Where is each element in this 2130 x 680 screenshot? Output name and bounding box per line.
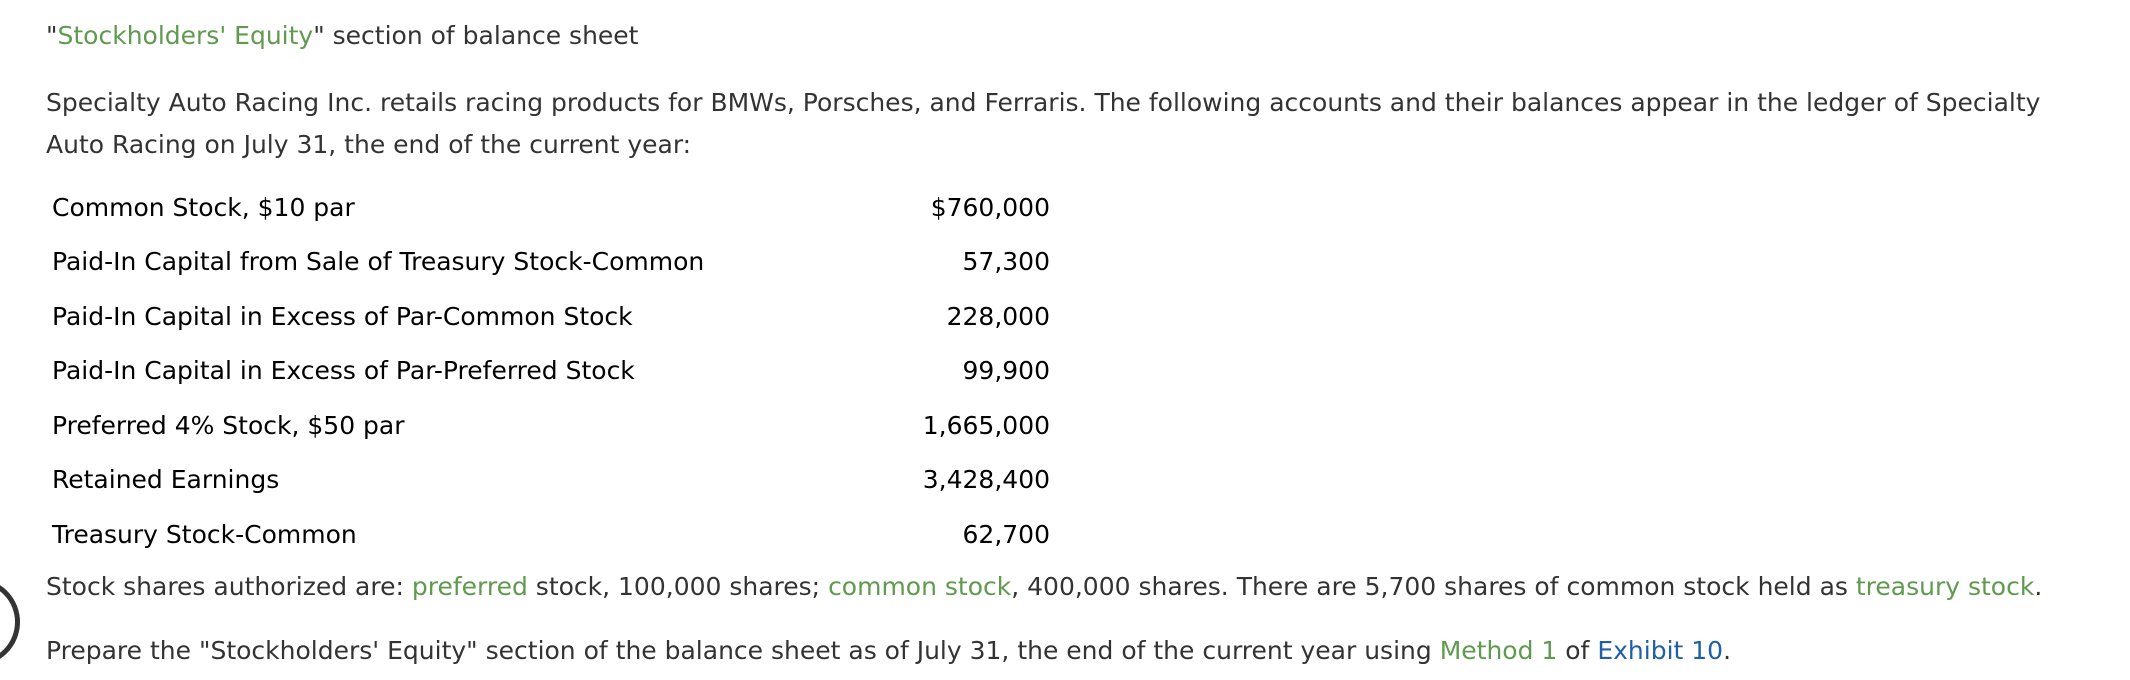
shares-text: , 400,000 shares. There are 5,700 shares of common stock held as [1011,572,1856,601]
table-row [46,507,1056,562]
common-stock-term-link[interactable]: common stock [828,572,1012,601]
account-name: Paid-In Capital from Sale of Treasury Stock-Common [52,247,705,277]
account-name: Retained Earnings [52,465,280,495]
account-name: Preferred 4% Stock, $50 par [52,410,405,440]
account-name: Common Stock, $10 par [52,192,355,222]
shares-authorized-paragraph [46,569,2042,605]
instruction-paragraph [46,633,1731,669]
account-amount: 57,300 [962,247,1050,277]
ledger-accounts-table [46,180,1056,562]
exhibit-10-link[interactable]: Exhibit 10 [1597,636,1724,665]
method-1-term-link[interactable]: Method 1 [1439,636,1558,665]
table-row [46,235,1056,290]
table-row [46,180,1056,235]
account-amount: 99,900 [962,356,1050,386]
shares-text: . [2034,572,2043,601]
preferred-term-link[interactable]: preferred [411,572,528,601]
table-row [46,453,1056,508]
shares-text: Stock shares authorized are: [46,572,412,601]
circle-indicator-icon [0,578,20,666]
account-name: Treasury Stock-Common [52,519,357,549]
instruction-text: . [1723,636,1732,665]
instruction-text: Prepare the "Stockholders' Equity" section of the balance sheet as of July 31, the end of the current year using [46,636,1440,665]
table-row [46,398,1056,453]
intro-paragraph: Specialty Auto Racing Inc. retails racing products for BMWs, Porsches, and Ferraris. The following accounts and their balances appear in the ledger of Specialty Auto Racing on July 31, the end of the current year: [46,88,2041,159]
heading-quote-open: " [46,21,58,50]
account-name: Paid-In Capital in Excess of Par-Preferred Stock [52,356,635,386]
account-amount: 228,000 [946,301,1050,331]
heading-rest: " section of balance sheet [313,21,639,50]
account-amount: 1,665,000 [922,410,1050,440]
section-heading [46,18,638,54]
shares-text: stock, 100,000 shares; [527,572,829,601]
account-amount: $760,000 [930,192,1050,222]
table-row [46,344,1056,399]
instruction-text: of [1557,636,1598,665]
account-name: Paid-In Capital in Excess of Par-Common Stock [52,301,633,331]
account-amount: 3,428,400 [922,465,1050,495]
account-amount: 62,700 [962,519,1050,549]
treasury-stock-term-link[interactable]: treasury stock [1855,572,2035,601]
table-row [46,289,1056,344]
stockholders-equity-term-link[interactable]: Stockholders' Equity [57,21,314,50]
